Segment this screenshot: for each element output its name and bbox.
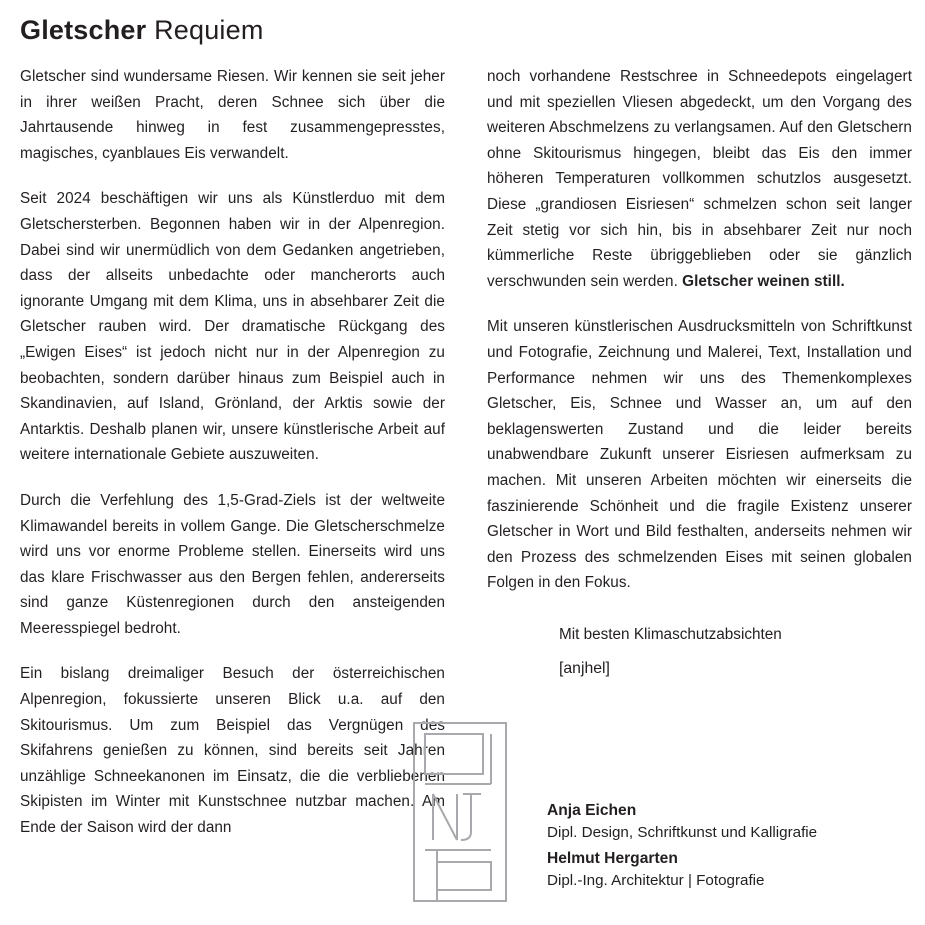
author-name: Anja Eichen [547,802,637,819]
author-role: Dipl.-Ing. Architektur | Fotografie [547,872,765,889]
anjhel-monogram-logo [413,722,507,902]
paragraph: Seit 2024 beschäftigen wir uns als Künstlerduo mit dem Gletschersterben. Begonnen haben wir in der Alpenregion. Dabei sind wir unermüdlich von dem Gedanken angetrieben, dass der allseits unbedachte oder mancherorts auch ignorante Umgang mit dem Klima, uns in absehbarer Zeit die Gletscher rauben wird. Der dramatische Rückgang des „Ewigen Eises“ ist jedoch nicht nur in der Alpenregion zu beobachten, sondern darüber hinaus zum Beispiel auch in Skandinavien, auf Island, Grönland, der Arktis sowie der Antarktis. Deshalb planen wir, unsere künstlerische Arbeit auf weitere internationale Gebiete auszuweiten. [20,190,445,464]
paragraph: Ein bislang dreimaliger Besuch der österreichischen Alpenregion, fokussierte unseren Blick u.a. auf den Skitourismus. Um zum Beispiel das Vergnügen des Skifahrens genießen zu können, sind bereits seit Jahren unzählige Schneekanonen im Einsatz, die die verbliebenen Skipisten im Winter mit Kunstschnee nutzbar machen. Am Ende der Saison wird der dann [20,665,445,837]
paragraph: Durch die Verfehlung des 1,5-Grad-Ziels ist der weltweite Klimawandel bereits in vollem Gange. Die Gletscherschmelze wird uns vor enorme Probleme stellen. Einerseits wird uns das klare Frischwasser aus den Bergen fehlen, andererseits sind ganze Küstenregionen durch den ansteigenden Meeresspiegel bedroht. [20,491,445,637]
closing-block [487,622,912,684]
authors-block [547,800,917,896]
logo-monogram-icon [413,722,507,902]
page-title-light: Requiem [154,15,264,45]
paragraph-text: noch vorhandene Restschree in Schneedepots eingelagert und mit speziellen Vliesen abgedeckt, um den Vorgang des weiteren Abschmelzens zu verlangsamen. Auf den Gletschern ohne Skitourismus hingegen, bleibt das Eis den immer höheren Temperaturen vollkommen schutzlos ausgesetzt. Diese „grandiosen Eisriesen“ schmelzen schon seit langer Zeit stetig vor sich hin, bis in absehbarer Zeit nur noch kümmerliche Reste übriggeblieben oder sie gänzlich verschwunden sein werden. [487,68,912,290]
paragraph: Gletscher sind wundersame Riesen. Wir kennen sie seit jeher in ihrer weißen Pracht, deren Schnee sich über die Jahrtausende hinweg in fest zusammengepresstes, magisches, cyanblaues Eis verwandelt. [20,68,445,162]
page-title-bold: Gletscher [20,15,147,45]
author-role: Dipl. Design, Schriftkunst und Kalligrafie [547,824,818,841]
closing-regards: Mit besten Klimaschutzabsichten [559,625,782,643]
author-name: Helmut Hergarten [547,850,678,867]
paragraph: Mit unseren künstlerischen Ausdrucksmitteln von Schriftkunst und Fotografie, Zeichnung und Malerei, Text, Installation und Performance nehmen wir uns des Themenkomplexes Gletscher, Eis, Schnee und Wasser an, um auf den beklagenswerten Zustand und die leider bereits unabwendbare Zukunft unserer Eisriesen aufmerksam zu machen. Mit unseren Arbeiten möchten wir einerseits die faszinierende Schönheit und die fragile Existenz unserer Gletscher in Wort und Bild festhalten, anderseits nehmen wir den Prozess des schmelzenden Eises mit seinen globalen Folgen in den Fokus. [487,318,912,592]
right-column [487,64,912,684]
paragraph-emphasis: Gletscher weinen still. [682,272,845,290]
page-title [20,14,905,46]
closing-signature: [anjhel] [559,659,610,677]
left-column [20,64,445,841]
paragraph [487,64,912,294]
